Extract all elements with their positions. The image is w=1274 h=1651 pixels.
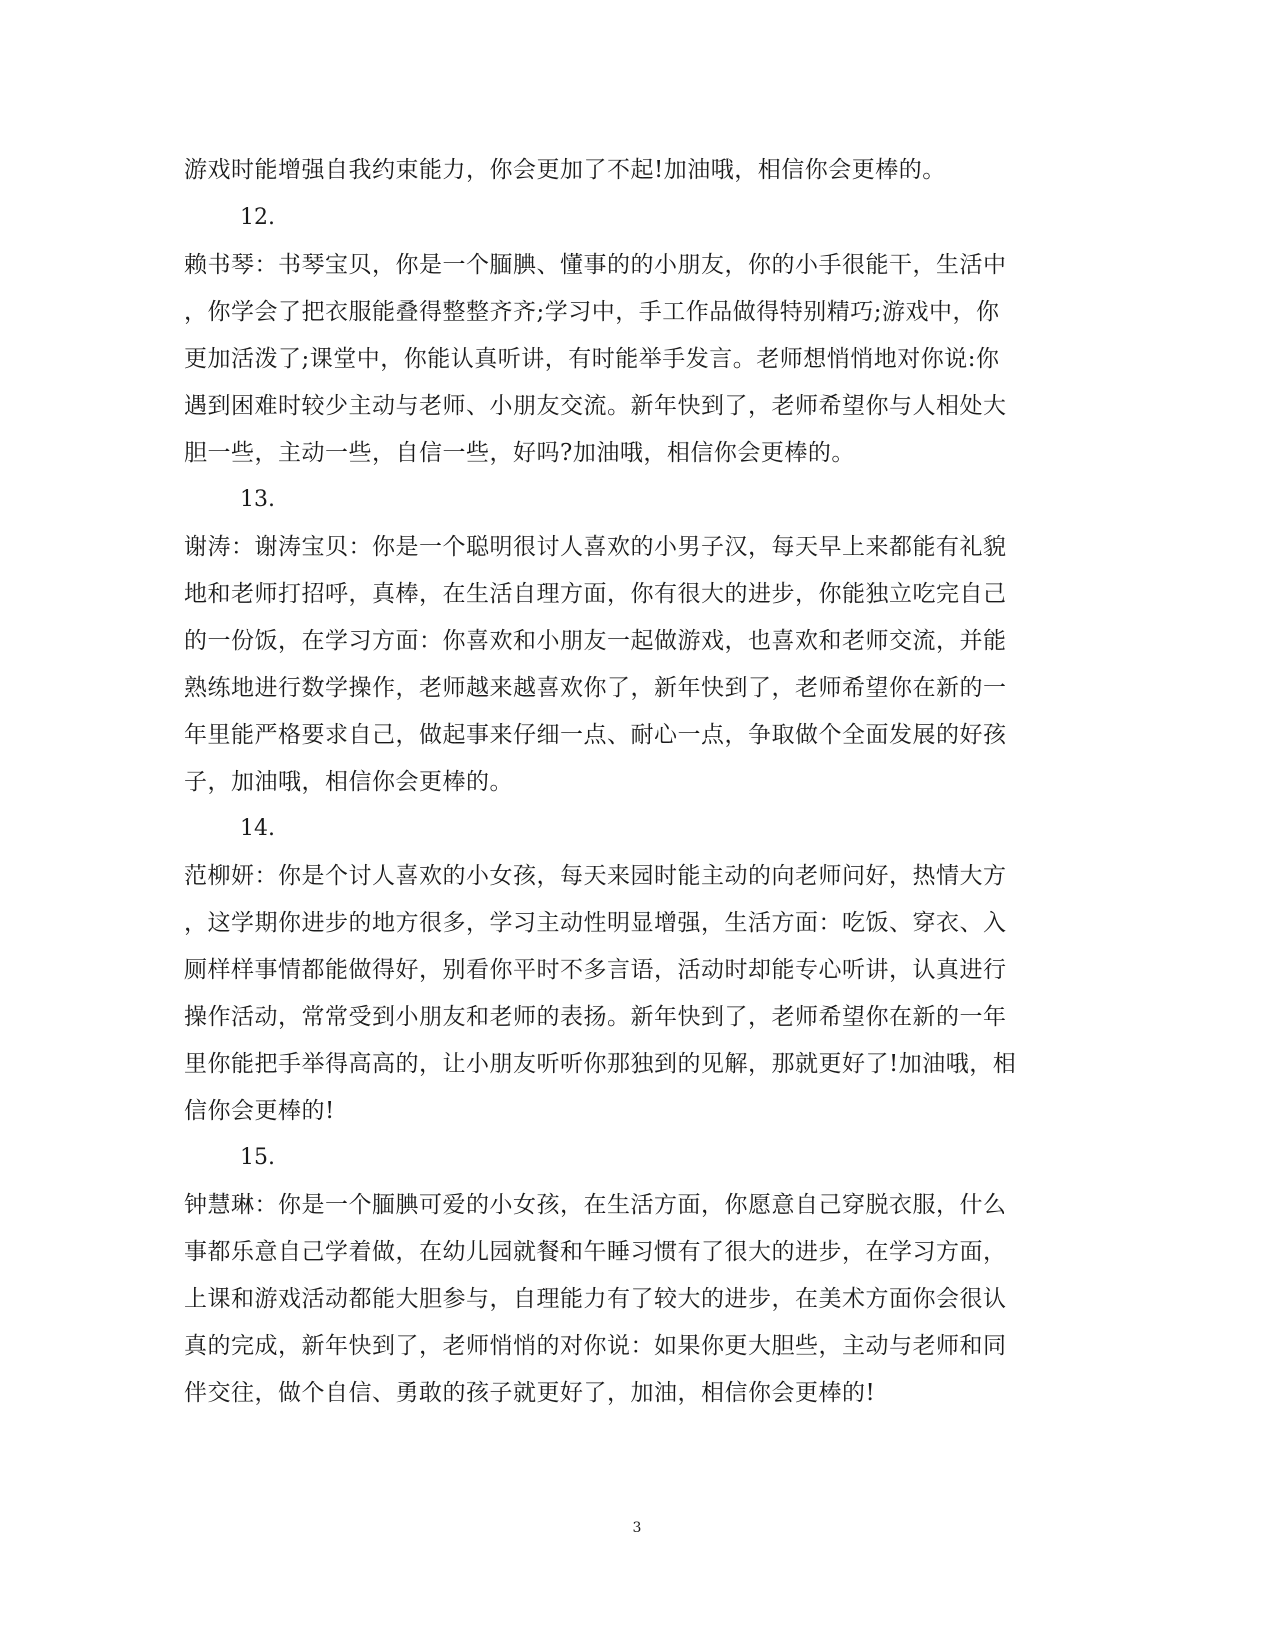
- entry-15-line-2: 事都乐意自己学着做，在幼儿园就餐和午睡习惯有了很大的进步，在学习方面，: [184, 1239, 1007, 1265]
- entry-number-12: 12.: [240, 205, 275, 230]
- entry-15-line-1: 钟慧琳：你是一个腼腆可爱的小女孩，在生活方面，你愿意自己穿脱衣服，什么: [184, 1192, 1007, 1218]
- entry-12-line-3: 更加活泼了;课堂中，你能认真听讲，有时能举手发言。老师想悄悄地对你说:你: [184, 346, 1000, 372]
- entry-13-line-3: 的一份饭，在学习方面：你喜欢和小朋友一起做游戏，也喜欢和老师交流，并能: [184, 628, 1007, 654]
- intro-line: 游戏时能增强自我约束能力，你会更加了不起!加油哦，相信你会更棒的。: [184, 157, 946, 183]
- entry-15-line-5: 伴交往，做个自信、勇敢的孩子就更好了，加油，相信你会更棒的!: [184, 1380, 876, 1406]
- entry-13-line-5: 年里能严格要求自己，做起事来仔细一点、耐心一点，争取做个全面发展的好孩: [184, 722, 1007, 748]
- entry-14-line-2: ，这学期你进步的地方很多，学习主动性明显增强，生活方面：吃饭、穿衣、入: [184, 910, 1007, 936]
- entry-14-line-4: 操作活动，常常受到小朋友和老师的表扬。新年快到了，老师希望你在新的一年: [184, 1004, 1007, 1030]
- entry-14-line-3: 厕样样事情都能做得好，别看你平时不多言语，活动时却能专心听讲，认真进行: [184, 957, 1007, 983]
- page-number: 3: [632, 1520, 642, 1536]
- entry-15-line-4: 真的完成，新年快到了，老师悄悄的对你说：如果你更大胆些，主动与老师和同: [184, 1333, 1007, 1359]
- entry-13-line-6: 子，加油哦，相信你会更棒的。: [184, 769, 513, 795]
- entry-14-line-1: 范柳妍：你是个讨人喜欢的小女孩，每天来园时能主动的向老师问好，热情大方: [184, 863, 1007, 889]
- entry-number-13: 13.: [240, 487, 275, 512]
- entry-12-line-1: 赖书琴：书琴宝贝，你是一个腼腆、懂事的的小朋友，你的小手很能干，生活中: [184, 252, 1007, 278]
- entry-number-14: 14.: [240, 816, 275, 841]
- entry-15-line-3: 上课和游戏活动都能大胆参与，自理能力有了较大的进步，在美术方面你会很认: [184, 1286, 1007, 1312]
- entry-13-line-4: 熟练地进行数学操作，老师越来越喜欢你了，新年快到了，老师希望你在新的一: [184, 675, 1007, 701]
- entry-14-line-5: 里你能把手举得高高的，让小朋友听听你那独到的见解，那就更好了!加油哦，相: [184, 1051, 1017, 1077]
- entry-12-line-5: 胆一些，主动一些，自信一些，好吗?加油哦，相信你会更棒的。: [184, 440, 855, 466]
- entry-12-line-4: 遇到困难时较少主动与老师、小朋友交流。新年快到了，老师希望你与人相处大: [184, 393, 1007, 419]
- entry-13-line-1: 谢涛：谢涛宝贝：你是一个聪明很讨人喜欢的小男子汉，每天早上来都能有礼貌: [184, 534, 1007, 560]
- entry-13-line-2: 地和老师打招呼，真棒，在生活自理方面，你有很大的进步，你能独立吃完自己: [184, 581, 1007, 607]
- entry-12-line-2: ，你学会了把衣服能叠得整整齐齐;学习中，手工作品做得特别精巧;游戏中，你: [184, 299, 1000, 325]
- entry-number-15: 15.: [240, 1145, 275, 1170]
- entry-14-line-6: 信你会更棒的!: [184, 1098, 335, 1124]
